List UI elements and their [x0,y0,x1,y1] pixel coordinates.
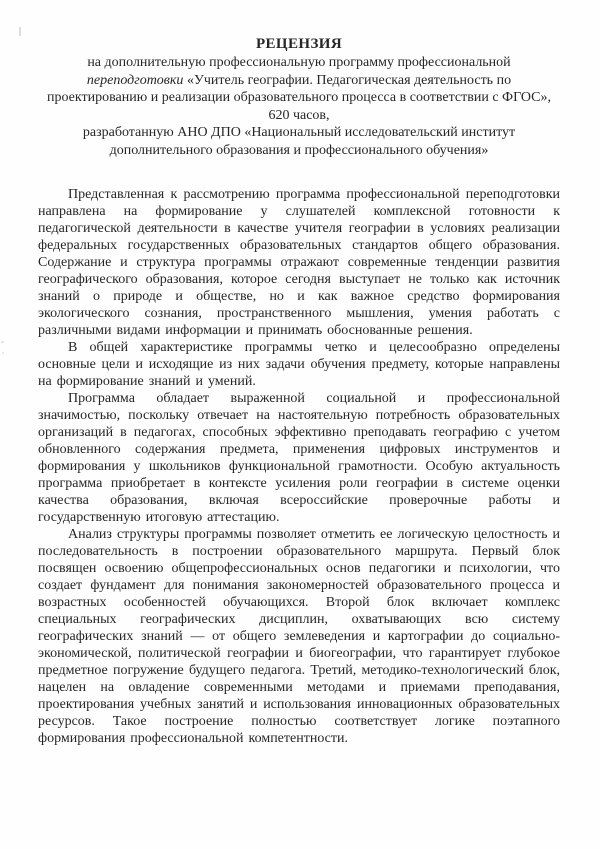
subtitle-text-before: на дополнительную профессиональную программу профессиональной [87,55,511,70]
paragraph: В общей характеристике программы четко и целесообразно определены основные цели и исходящие из них задачи обучения предмету, которые направлены на формирование знаний и умений. [38,340,560,389]
document-header [38,36,560,159]
scan-artifact [1,341,4,343]
subtitle-italic-word: переподготовки [86,72,184,88]
scan-artifact [19,27,21,36]
document-body [38,186,560,747]
paragraph: Представленная к рассмотрению программа профессиональной переподготовки направлена на формирование у слушателей комплексной готовности к педагогической деятельности в качестве учителя географии в условиях реализации федеральных государственных образовательных стандартов общего образования. Содержание и структура программы отражают современные тенденции развития географического образования, которое сегодня выступает не только как источник знаний о природе и обществе, но и как важное средство формирования экологического сознания, пространственного мышления, умения работать с различными видами информации и принимать обоснованные решения. [38,187,560,338]
document-subtitle [42,54,556,159]
document-title: РЕЦЕНЗИЯ [255,36,343,52]
paragraph: Программа обладает выраженной социальной и профессиональной значимостью, поскольку отвечает на настоятельную потребность образовательных организаций в педагогах, способных эффективно преподавать географию с учетом обновленного содержания предмета, применения цифровых инструментов и формирования у школьников функциональной грамотности. Особую актуальность программа приобретает в контексте усиления роли географии в системе оценки качества образования, включая всероссийские проверочные работы и государственную итоговую аттестацию. [38,391,560,525]
subtitle-text-after: «Учитель географии. Педагогическая деятельность по проектированию и реализации образовательного процесса в соответствии с ФГОС», 620 часов, [47,72,551,123]
paragraph: Анализ структуры программы позволяет отметить ее логическую целостность и последовательность в построении образовательного маршрута. Первый блок посвящен освоению общепрофессиональных основ педагогики и психологии, что создает фундамент для понимания закономерностей образовательного процесса и возрастных особенностей обучающихся. Второй блок включает комплекс специальных географических дисциплин, охватывающих всю систему географических знаний — от общего землеведения и картографии до социально-экономической, политической географии и биогеографии, что гарантирует глубокое предметное погружение будущего педагога. Третий, методико-технологический блок, нацелен на овладение современными методами и приемами преподавания, проектирования учебных занятий и использования инновационных образовательных ресурсов. Такое построение полностью соответствует логике поэтапного формирования профессиональной компетентности. [38,527,560,746]
subtitle-developer-line: разработанную АНО ДПО «Национальный исследовательский институт дополнительного образования и профессионального обучения» [82,125,516,158]
scan-artifact [2,352,4,354]
